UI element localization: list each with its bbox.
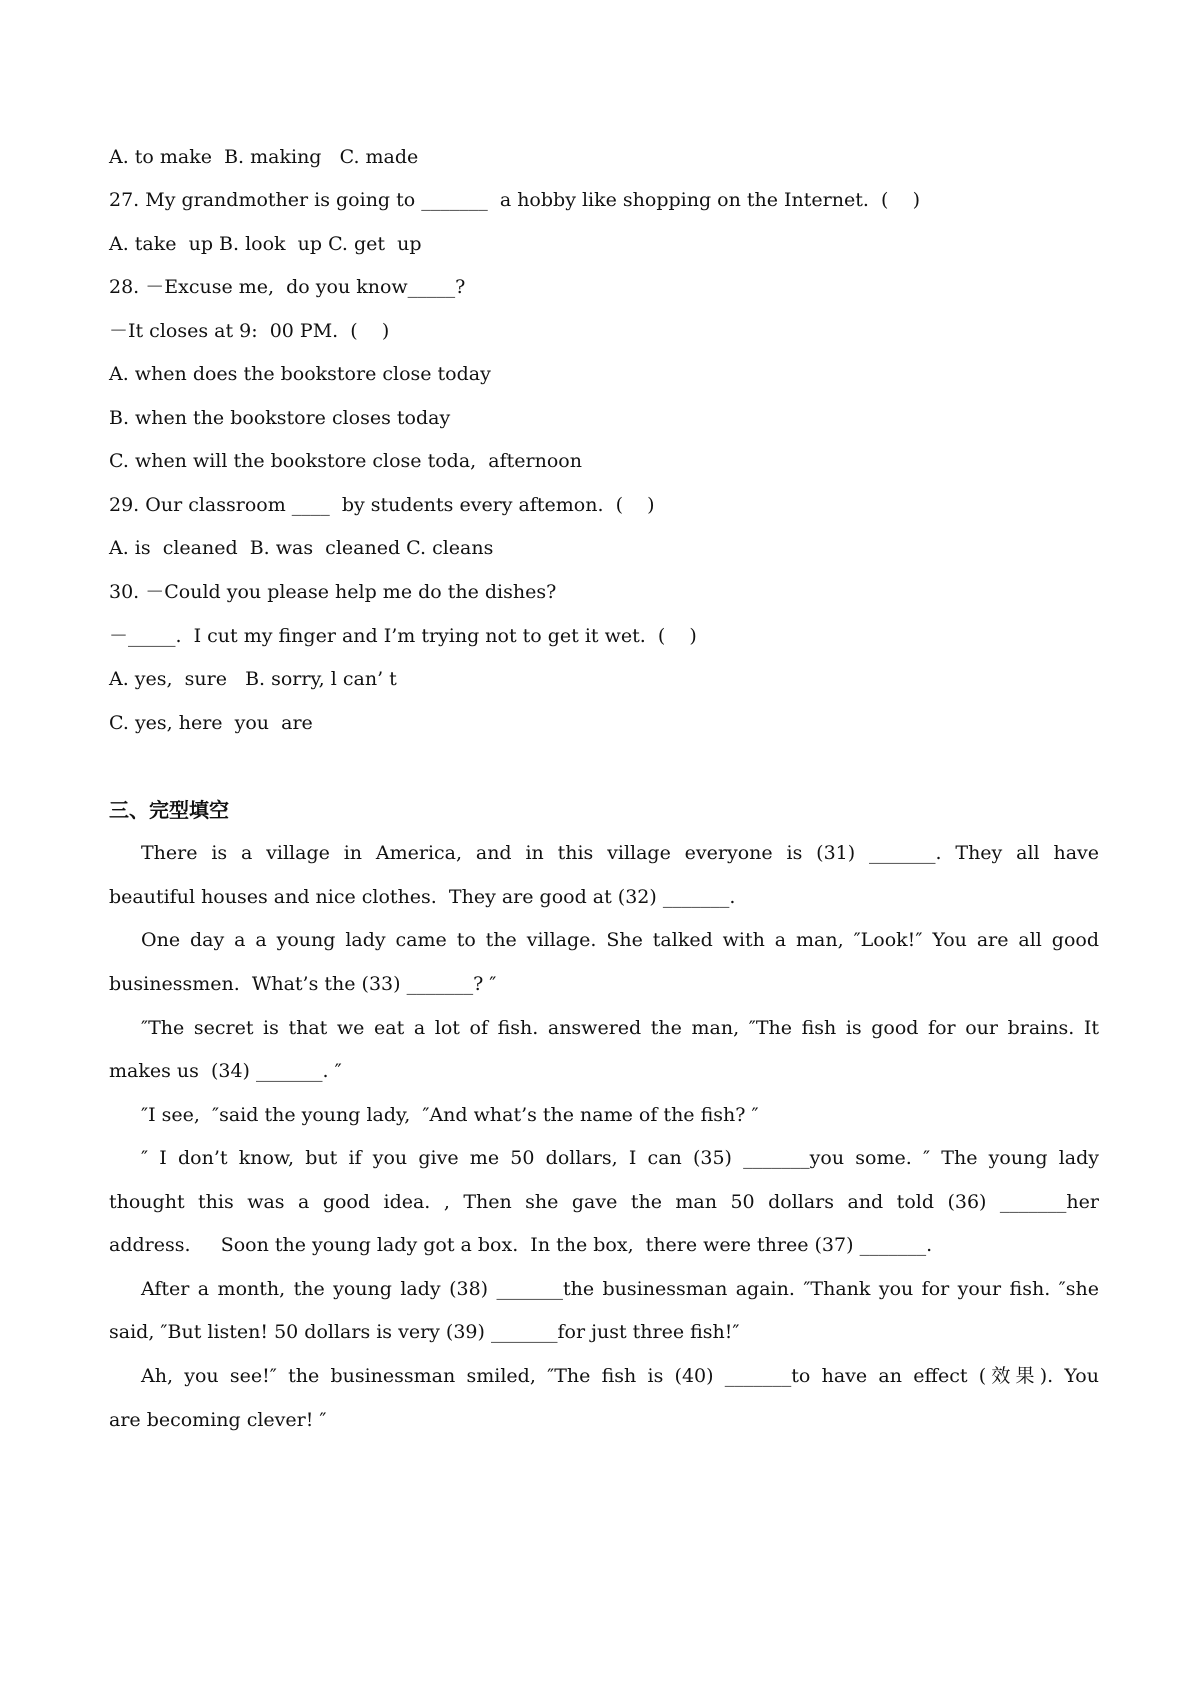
section-heading: 三、完型填空: [109, 798, 229, 822]
q27-question: 27. My grandmother is going to _______ a hobby like shopping on the Internet. ( ): [109, 189, 920, 211]
paragraph-4-line-1: ″I see, ″said the young lady, ″And what’s the name of the fish? ″: [141, 1104, 759, 1126]
paragraph-3-line-2: makes us (34) _______. ″: [109, 1060, 342, 1082]
q29-question: 29. Our classroom ____ by students every aftemon. ( ): [109, 494, 655, 516]
q30-answer: －_____. I cut my finger and I’m trying not to get it wet. ( ): [109, 625, 697, 647]
paragraph-2-line-1: One day a a young lady came to the village. She talked with a man, ″Look!″ You are all good: [141, 929, 1099, 951]
q28-option-c: C. when will the bookstore close toda, afternoon: [109, 450, 582, 472]
paragraph-5-line-2: thought this was a good idea. , Then she gave the man 50 dollars and told (36) _______her: [109, 1191, 1099, 1213]
q27-options: A. take up B. look up C. get up: [109, 233, 422, 255]
q26-options: A. to make B. making C. made: [109, 146, 419, 168]
q29-options: A. is cleaned B. was cleaned C. cleans: [109, 537, 494, 559]
q30-option-c: C. yes, here you are: [109, 712, 313, 734]
q28-answer: －It closes at 9: 00 PM. ( ): [109, 320, 390, 342]
q28-option-b: B. when the bookstore closes today: [109, 407, 451, 429]
q30-question: 30. －Could you please help me do the dishes?: [109, 581, 557, 603]
paragraph-5-line-3: address. Soon the young lady got a box. In the box, there were three (37) _______.: [109, 1234, 933, 1256]
paragraph-6-line-2: said, ″But listen! 50 dollars is very (39) _______for just three fish!″: [109, 1321, 740, 1343]
paragraph-7-line-2: are becoming clever! ″: [109, 1409, 327, 1431]
paragraph-6-line-1: After a month, the young lady (38) _______the businessman again. ″Thank you for your fish. ″she: [141, 1278, 1099, 1300]
paragraph-2-line-2: businessmen. What’s the (33) _______? ″: [109, 973, 497, 995]
paragraph-3-line-1: ″The secret is that we eat a lot of fish. answered the man, ″The fish is good for our brains. It: [141, 1017, 1099, 1039]
paragraph-1-line-2: beautiful houses and nice clothes. They are good at (32) _______.: [109, 886, 736, 908]
q28-option-a: A. when does the bookstore close today: [109, 363, 491, 385]
paragraph-7-line-1: Ah, you see!″ the businessman smiled, ″The fish is (40) _______to have an effect (效果). You: [141, 1365, 1099, 1387]
q30-options-ab: A. yes, sure B. sorry, l can’ t: [109, 668, 397, 690]
paragraph-5-line-1: ″ I don’t know, but if you give me 50 dollars, I can (35) _______you some. ″ The young lady: [141, 1147, 1099, 1169]
paragraph-1-line-1: There is a village in America, and in this village everyone is (31) _______. They all have: [141, 842, 1099, 864]
q28-question: 28. －Excuse me, do you know_____?: [109, 276, 466, 298]
